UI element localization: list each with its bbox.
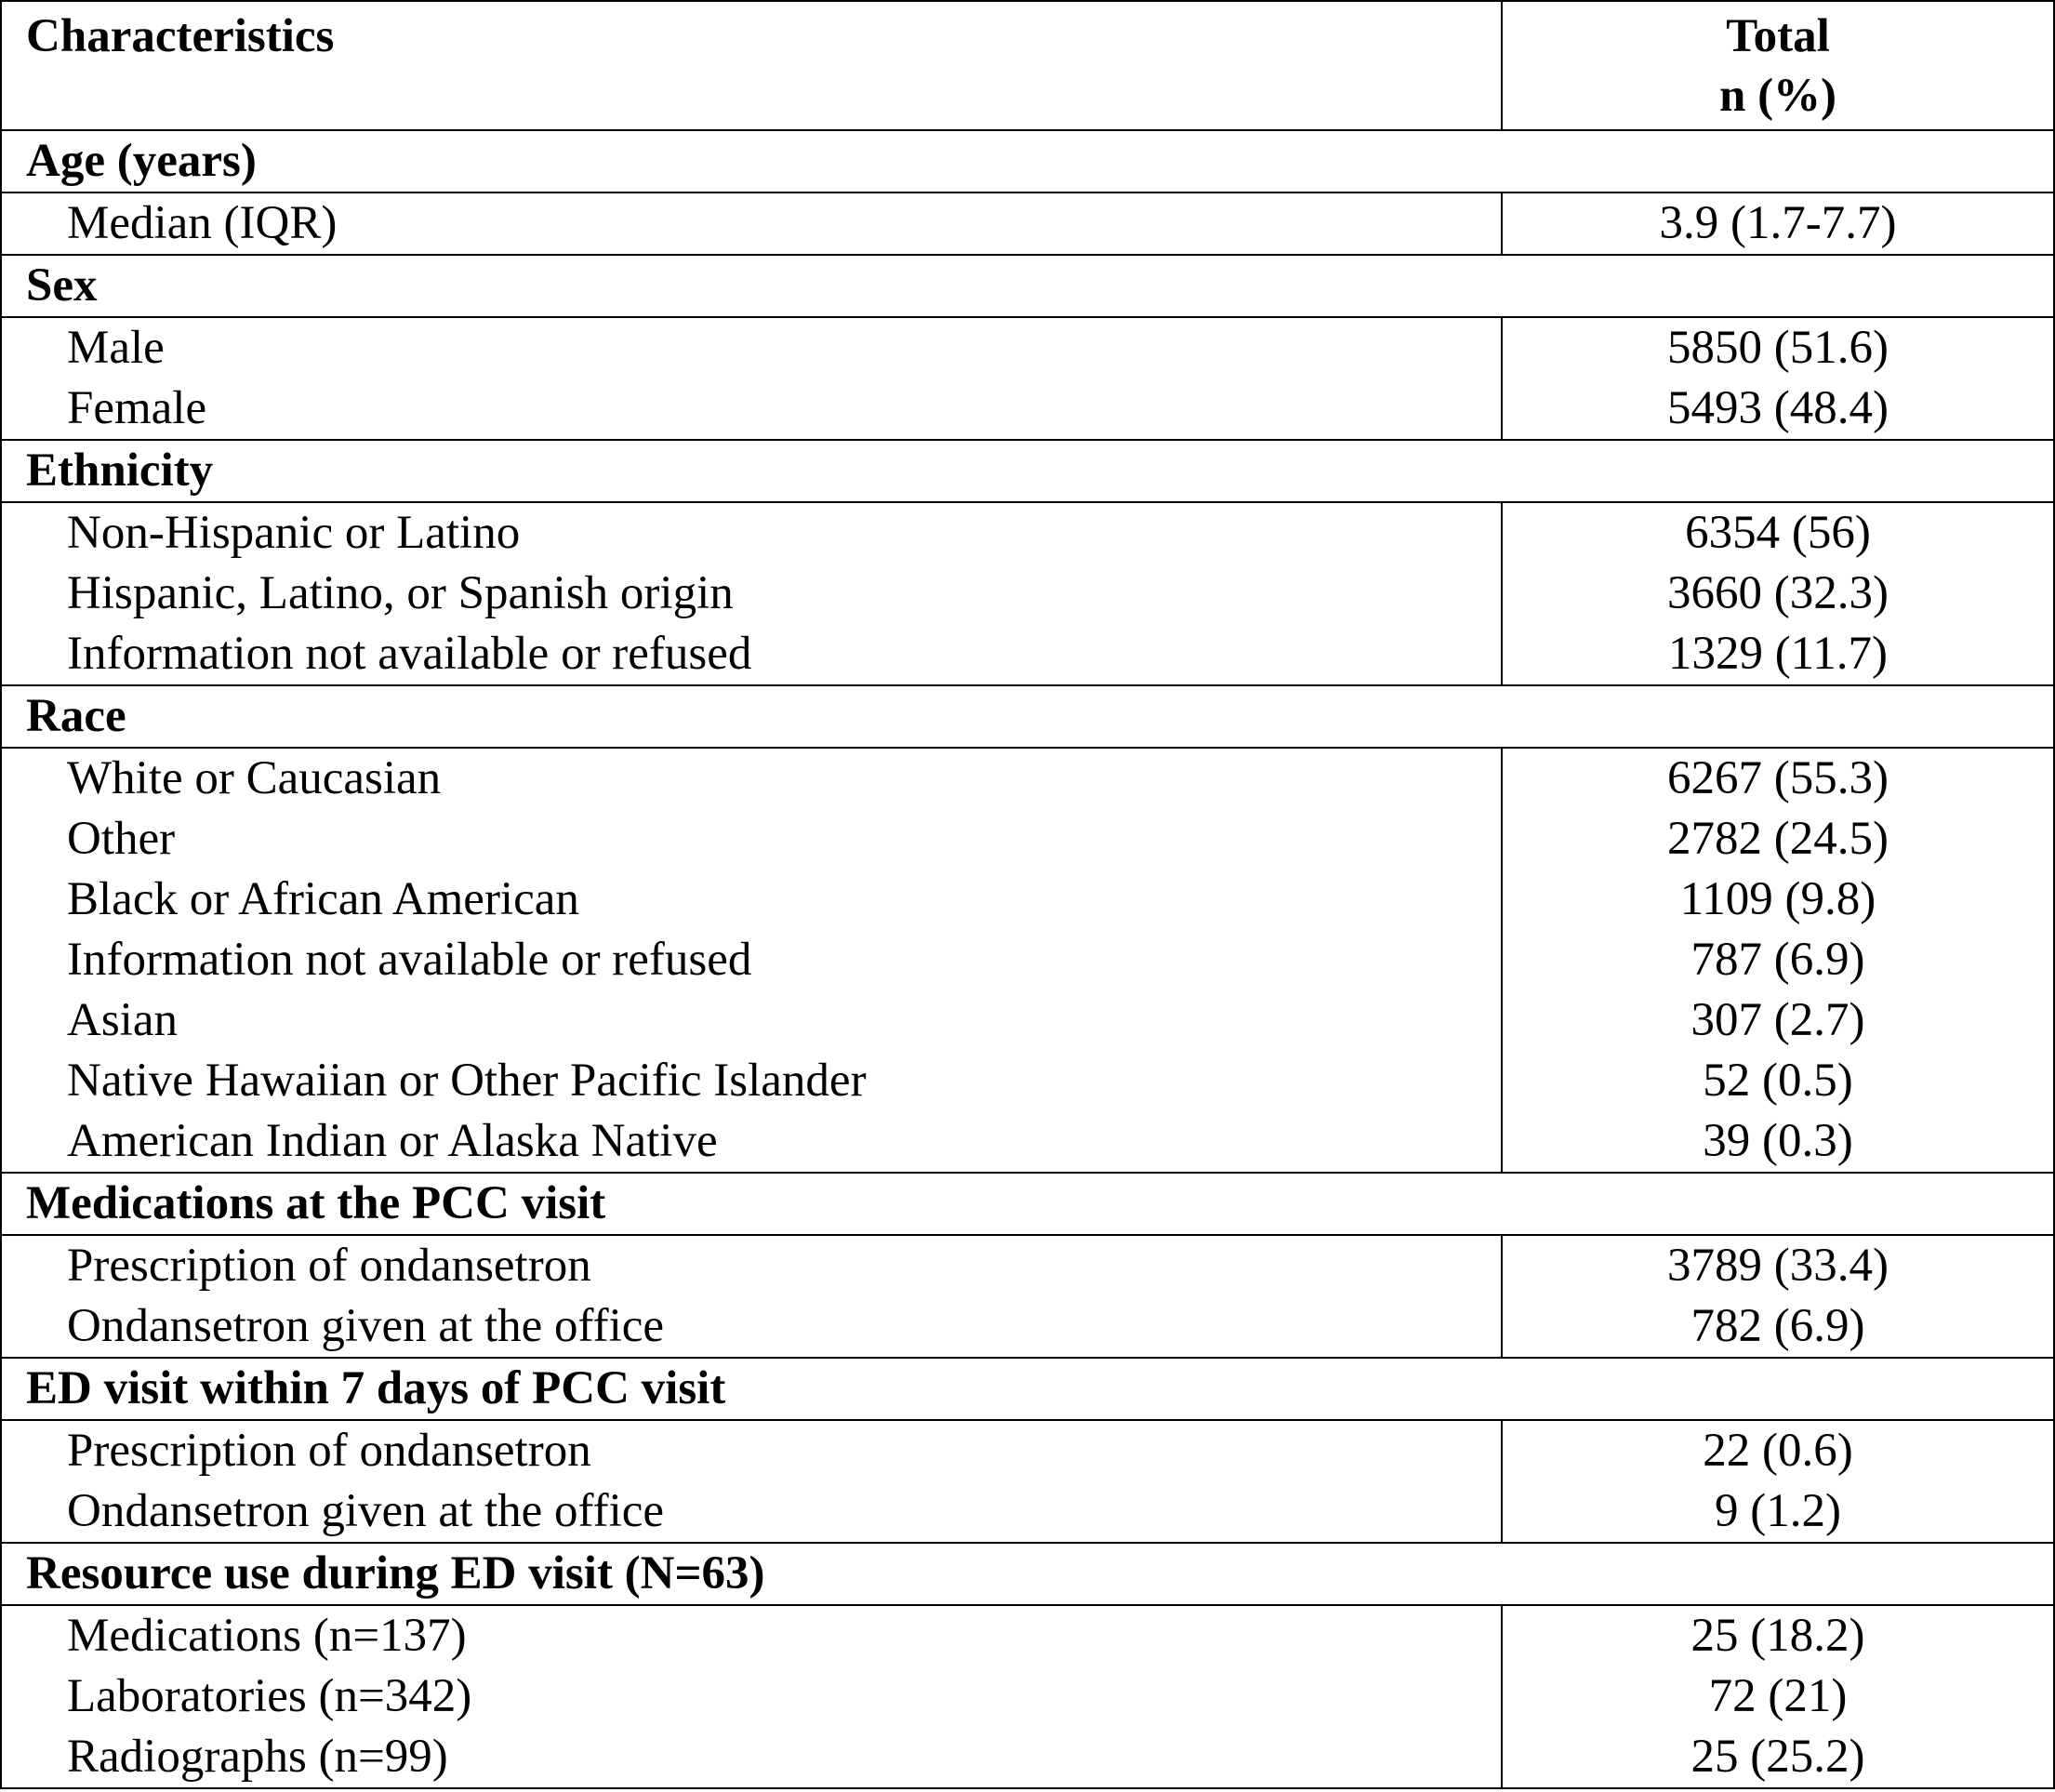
row-value: 5850 (51.6) <box>1502 317 2054 378</box>
row-value: 3660 (32.3) <box>1502 564 2054 624</box>
row-value: 3789 (33.4) <box>1502 1235 2054 1296</box>
table-row <box>1 502 2054 564</box>
table-row <box>1 1051 2054 1111</box>
table-row <box>1 930 2054 990</box>
table-row <box>1 1605 2054 1666</box>
row-value: 25 (18.2) <box>1502 1605 2054 1666</box>
table-row <box>1 1296 2054 1358</box>
header-total-line1: Total <box>1726 10 1830 62</box>
row-value: 9 (1.2) <box>1502 1481 2054 1543</box>
row-value: 782 (6.9) <box>1502 1296 2054 1358</box>
row-label: Medications (n=137) <box>67 1610 467 1662</box>
row-value: 6267 (55.3) <box>1502 748 2054 809</box>
row-value: 1329 (11.7) <box>1502 624 2054 685</box>
table-row <box>1 869 2054 930</box>
table-row <box>1 1666 2054 1727</box>
table-row <box>1 317 2054 378</box>
row-label: Female <box>1 378 1502 440</box>
table-row <box>1 564 2054 624</box>
row-label: Information not available or refused <box>67 934 752 986</box>
row-value: 2782 (24.5) <box>1502 809 2054 869</box>
row-label: Asian <box>67 994 178 1046</box>
table-row <box>1 1235 2054 1296</box>
section-heading-row <box>1 685 2054 748</box>
table-row <box>1 1420 2054 1481</box>
row-value: 52 (0.5) <box>1502 1051 2054 1111</box>
section-title: Ethnicity <box>1 440 2054 502</box>
header-total <box>1502 1 2054 130</box>
row-label: American Indian or Alaska Native <box>1 1111 1502 1173</box>
row-value: 72 (21) <box>1502 1666 2054 1727</box>
section-title: ED visit within 7 days of PCC visit <box>1 1358 2054 1420</box>
table-header-row <box>1 1 2054 130</box>
row-label: Black or African American <box>67 873 579 925</box>
row-value: 22 (0.6) <box>1502 1420 2054 1481</box>
table-row <box>1 809 2054 869</box>
row-label: Prescription of ondansetron <box>67 1240 591 1292</box>
row-value: 3.9 (1.7-7.7) <box>1502 192 2054 255</box>
section-title: Resource use during ED visit (N=63) <box>1 1543 2054 1605</box>
section-title: Race <box>1 685 2054 748</box>
row-value: 1109 (9.8) <box>1502 869 2054 930</box>
table-row <box>1 990 2054 1051</box>
section-heading-row <box>1 255 2054 317</box>
row-label: Ondansetron given at the office <box>1 1296 1502 1358</box>
section-title: Medications at the PCC visit <box>1 1173 2054 1235</box>
section-heading-row <box>1 1173 2054 1235</box>
row-value: 39 (0.3) <box>1502 1111 2054 1173</box>
row-label: Hispanic, Latino, or Spanish origin <box>67 567 734 619</box>
row-value: 307 (2.7) <box>1502 990 2054 1051</box>
row-value: 25 (25.2) <box>1502 1727 2054 1788</box>
row-label: Median (IQR) <box>1 192 1502 255</box>
header-characteristics: Characteristics <box>1 1 1502 130</box>
section-heading-row <box>1 1543 2054 1605</box>
row-label: Male <box>67 322 165 374</box>
section-heading-row <box>1 1358 2054 1420</box>
table-body <box>1 1 2054 1788</box>
table-row <box>1 378 2054 440</box>
row-label: Native Hawaiian or Other Pacific Islander <box>67 1055 867 1107</box>
section-title: Age (years) <box>1 130 2054 192</box>
row-label: Radiographs (n=99) <box>1 1727 1502 1788</box>
section-heading-row <box>1 440 2054 502</box>
table-row <box>1 748 2054 809</box>
row-label: White or Caucasian <box>67 752 442 804</box>
section-heading-row <box>1 130 2054 192</box>
row-label: Information not available or refused <box>1 624 1502 685</box>
row-label: Laboratories (n=342) <box>67 1670 472 1722</box>
row-value: 5493 (48.4) <box>1502 378 2054 440</box>
table-row <box>1 1111 2054 1173</box>
row-label: Prescription of ondansetron <box>67 1425 591 1477</box>
row-label: Other <box>67 813 176 865</box>
table-row <box>1 624 2054 685</box>
row-value: 787 (6.9) <box>1502 930 2054 990</box>
section-title: Sex <box>1 255 2054 317</box>
row-value: 6354 (56) <box>1502 502 2054 564</box>
table-row <box>1 192 2054 255</box>
header-total-line2: n (%) <box>1718 70 1837 122</box>
table-row <box>1 1481 2054 1543</box>
table-row <box>1 1727 2054 1788</box>
row-label: Ondansetron given at the office <box>1 1481 1502 1543</box>
row-label: Non-Hispanic or Latino <box>67 507 521 559</box>
